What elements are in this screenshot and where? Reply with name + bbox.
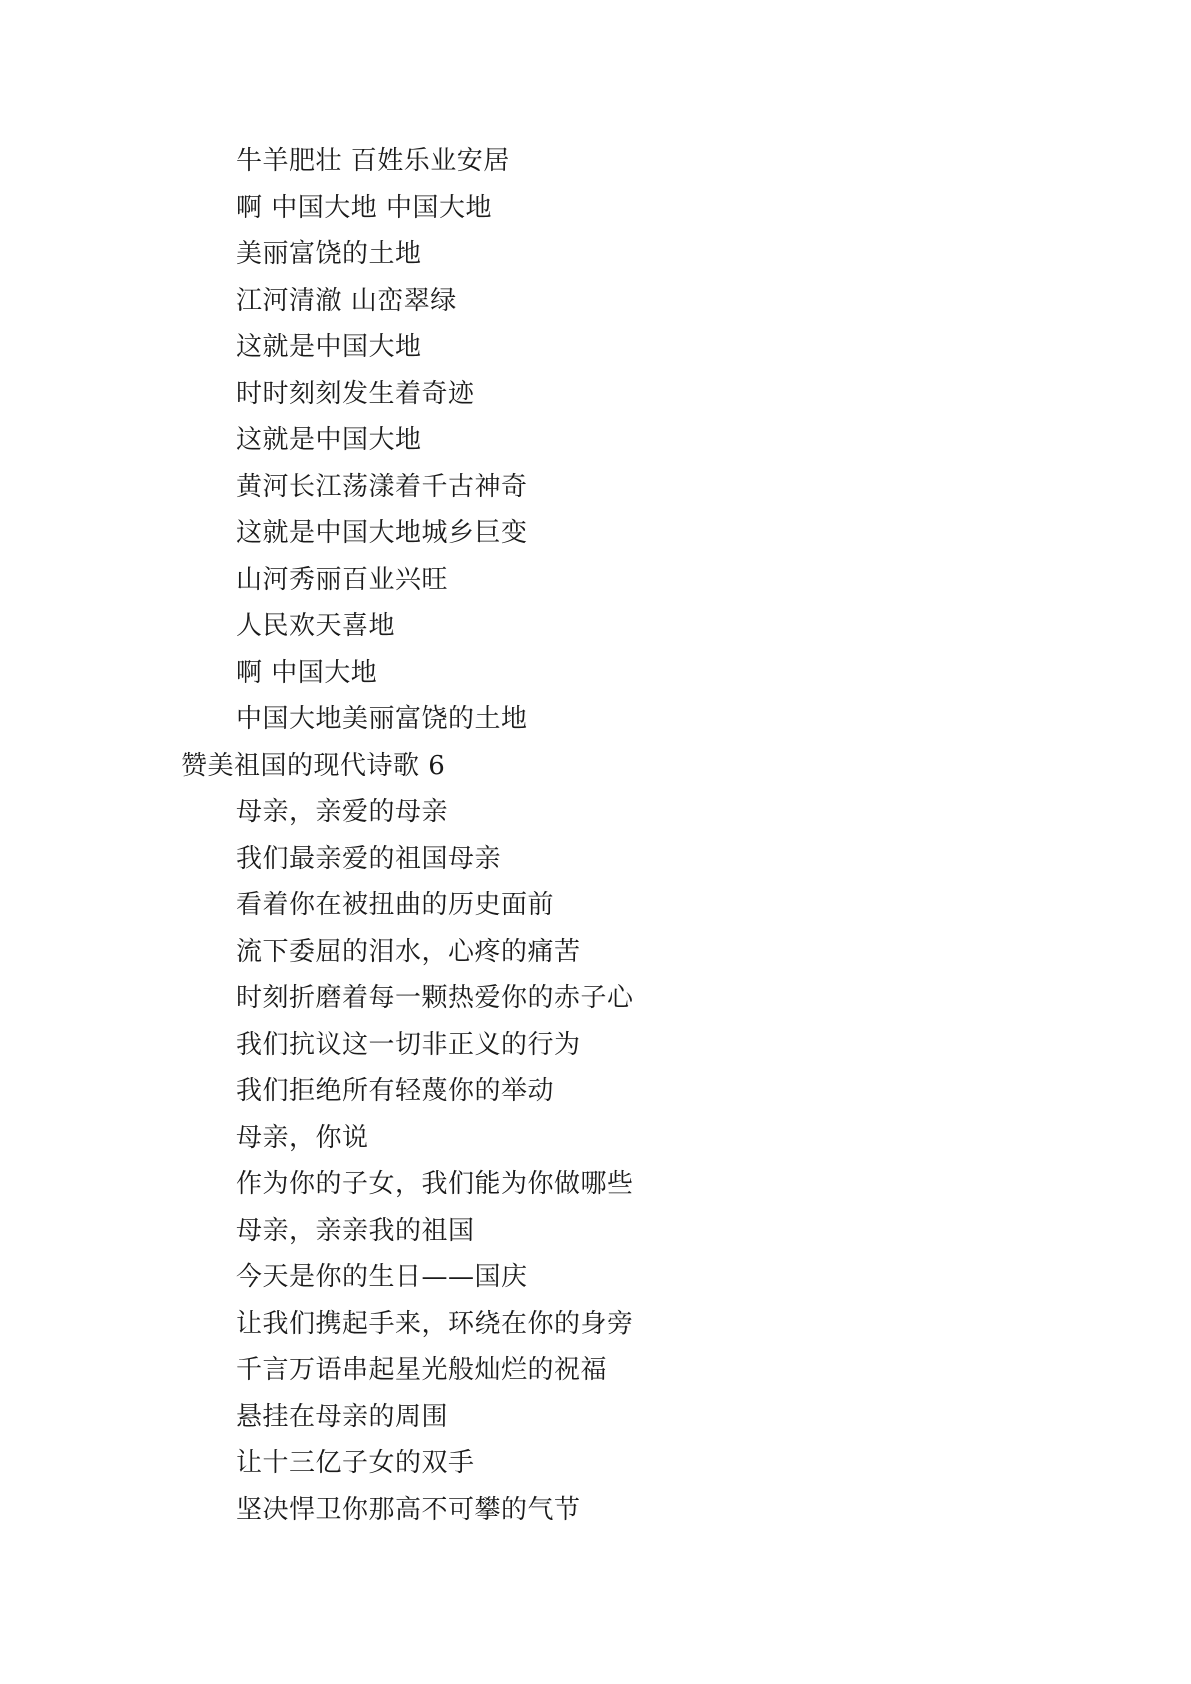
- poem-line: 啊 中国大地 中国大地: [236, 192, 493, 223]
- poem-line: 这就是中国大地: [236, 332, 422, 362]
- poem-line: 看着你在被扭曲的历史面前: [236, 890, 555, 920]
- poem-line: 我们最亲爱的祖国母亲: [236, 843, 502, 874]
- poem-line: 时时刻刻发生着奇迹: [236, 378, 475, 409]
- poem-line: 千言万语串起星光般灿烂的祝福: [236, 1355, 608, 1385]
- poem-line: 时刻折磨着每一颗热爱你的赤子心: [236, 983, 634, 1013]
- poem-line: 我们抗议这一切非正义的行为: [236, 1029, 581, 1060]
- poem-line: 山河秀丽百业兴旺: [236, 564, 449, 595]
- poem-line: 江河清澈 山峦翠绿: [236, 285, 457, 316]
- poem-line: 流下委屈的泪水，心疼的痛苦: [236, 936, 581, 967]
- poem-line: 母亲，亲亲我的祖国: [236, 1215, 475, 1246]
- poem-line: 母亲，亲爱的母亲: [236, 797, 449, 827]
- poem-line: 这就是中国大地: [236, 425, 422, 455]
- poem-line: 中国大地美丽富饶的土地: [236, 704, 528, 734]
- poem-line: 这就是中国大地城乡巨变: [236, 518, 528, 548]
- poem-line: 悬挂在母亲的周围: [236, 1401, 449, 1432]
- document-body: [0, 138, 1191, 1533]
- poem-line: 我们拒绝所有轻蔑你的举动: [236, 1076, 555, 1106]
- poem-line: 作为你的子女，我们能为你做哪些: [236, 1169, 634, 1199]
- poem-line: 美丽富饶的土地: [236, 239, 422, 269]
- section-title: 赞美祖国的现代诗歌 6: [181, 750, 446, 781]
- poem-line: 让十三亿子女的双手: [236, 1448, 475, 1478]
- poem-line: 母亲，你说: [236, 1122, 369, 1153]
- poem-line: 人民欢天喜地: [236, 611, 396, 641]
- poem-line: 让我们携起手来，环绕在你的身旁: [236, 1308, 634, 1339]
- poem-line: 今天是你的生日——国庆: [236, 1262, 528, 1292]
- poem-line: 坚决悍卫你那高不可攀的气节: [236, 1494, 581, 1525]
- poem-line: 啊 中国大地: [236, 657, 378, 688]
- poem-line: 牛羊肥壮 百姓乐业安居: [236, 146, 510, 176]
- poem-line: 黄河长江荡漾着千古神奇: [236, 471, 528, 502]
